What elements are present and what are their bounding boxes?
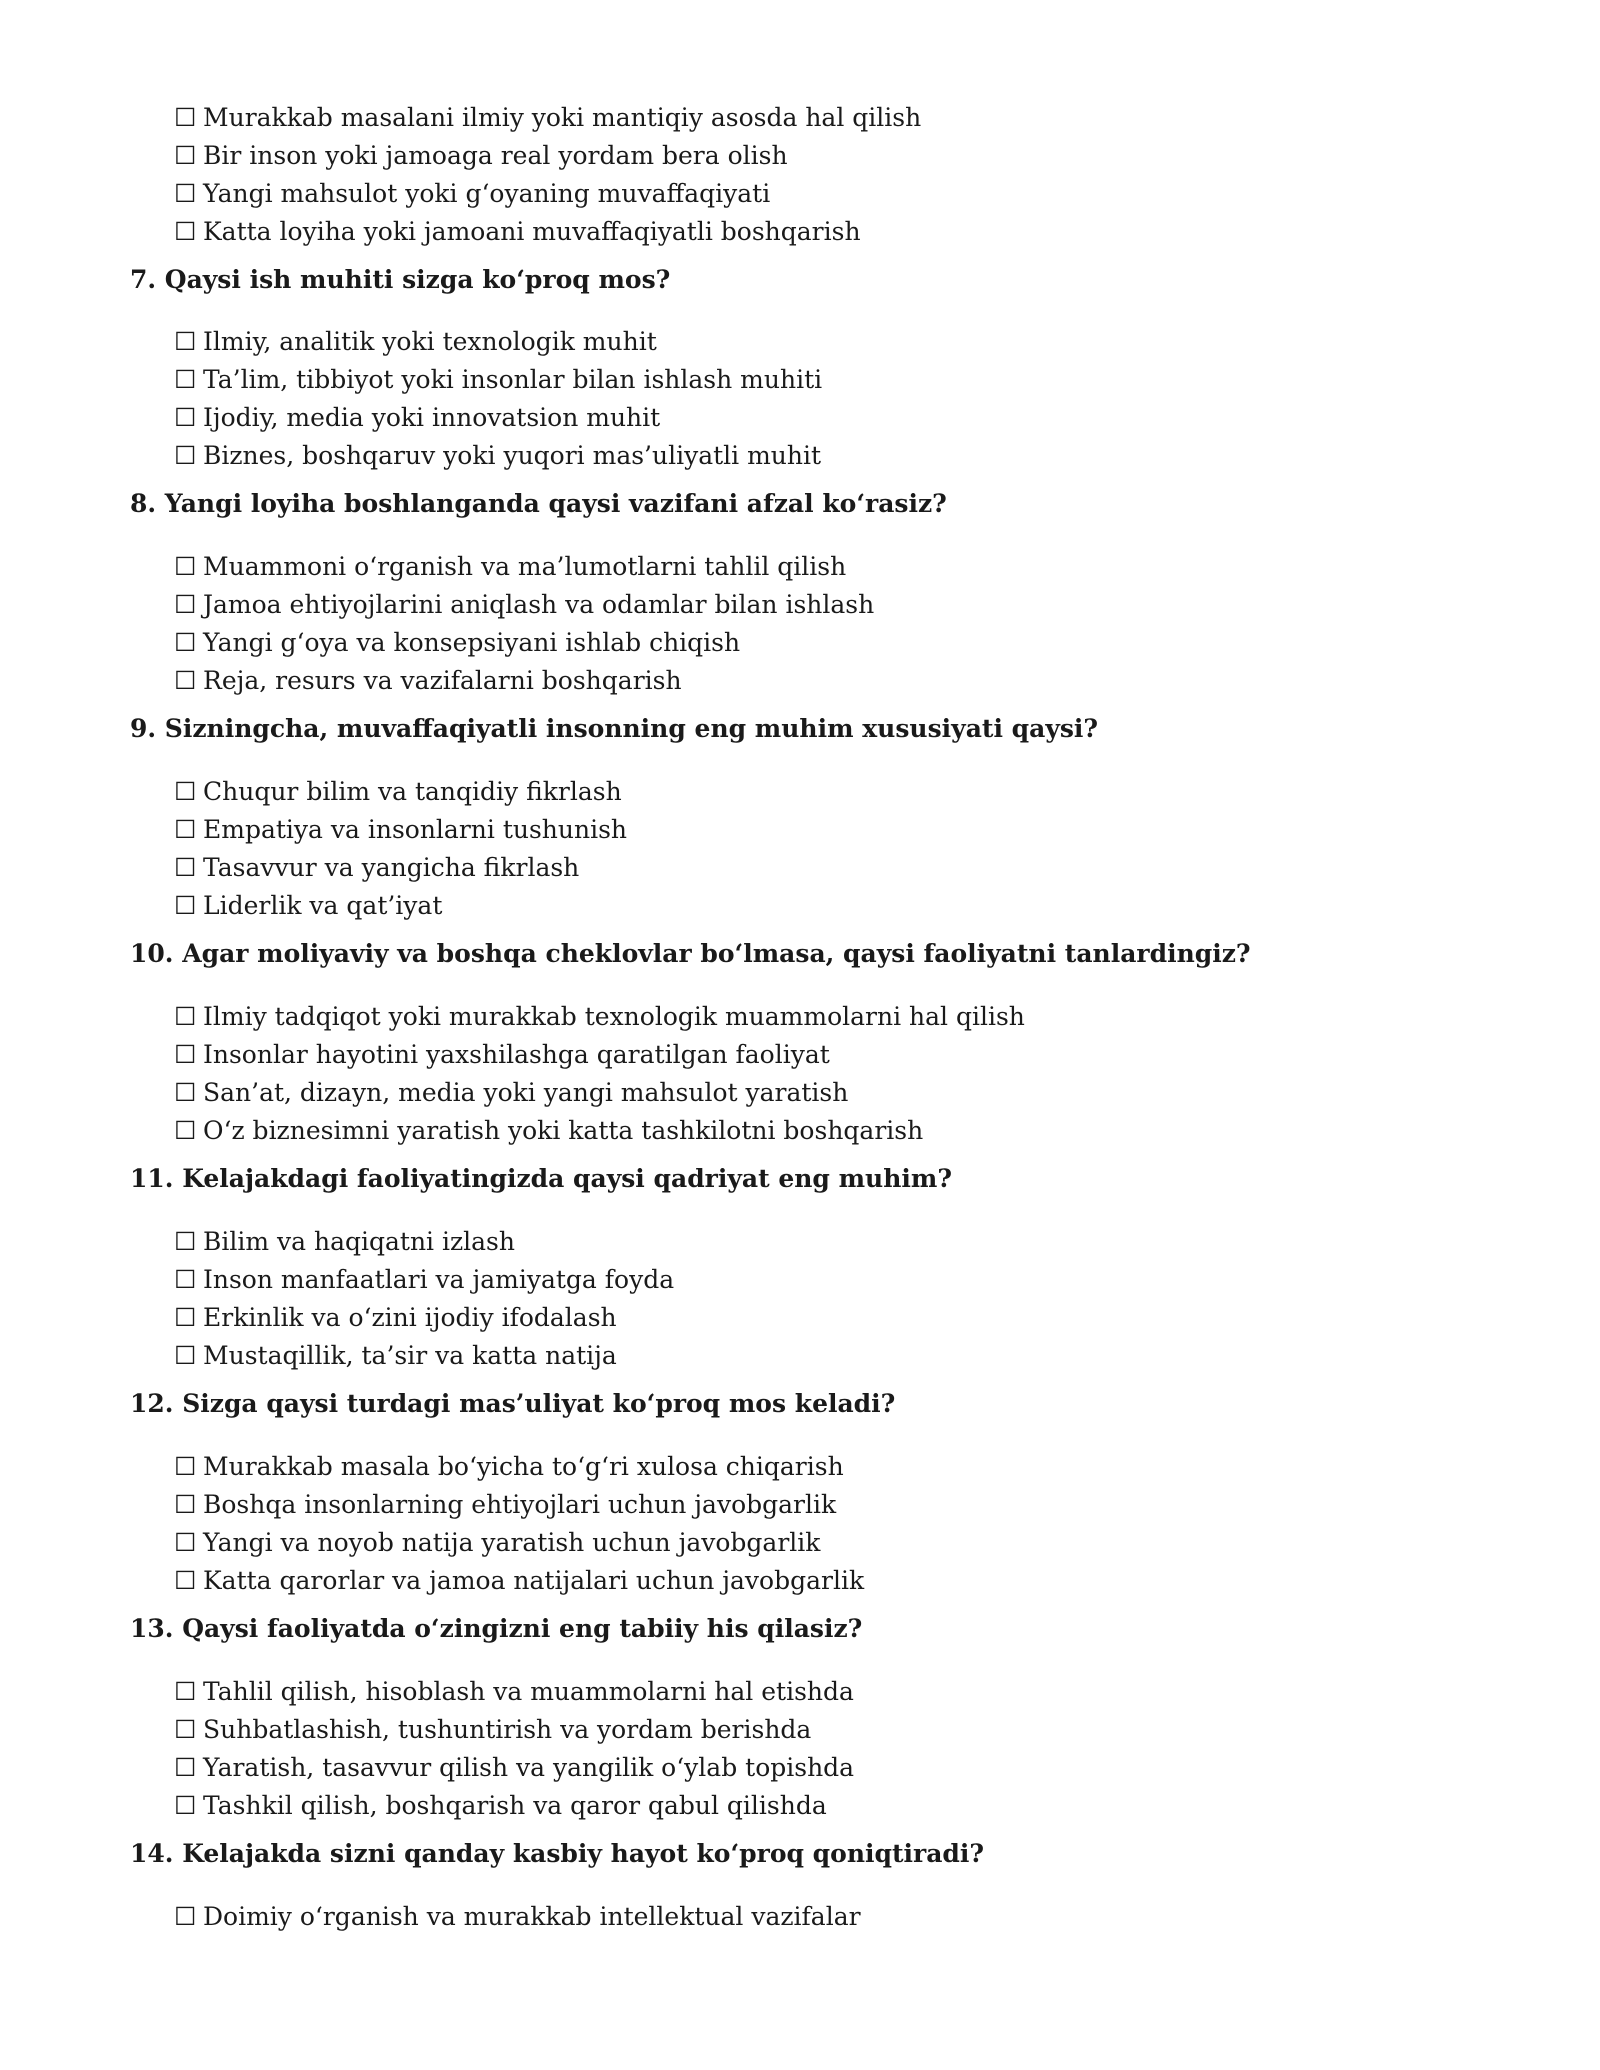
question-12-title: 12. Sizga qaysi turdagi mas’uliyat ko‘proq mos keladi? (130, 1389, 896, 1418)
option-checkbox[interactable] (174, 1038, 830, 1072)
checkbox-icon[interactable]: ☐ (174, 891, 197, 920)
option-label: Empatiya va insonlarni tushunish (203, 815, 628, 844)
option-checkbox[interactable] (174, 177, 770, 211)
checkbox-icon[interactable]: ☐ (174, 1677, 197, 1706)
option-label: Yangi g‘oya va konsepsiyani ishlab chiqish (203, 628, 741, 657)
checkbox-icon[interactable]: ☐ (174, 666, 197, 695)
checkbox-icon[interactable]: ☐ (174, 1265, 197, 1294)
option-label: Suhbatlashish, tushuntirish va yordam berishda (203, 1715, 812, 1744)
option-checkbox[interactable] (174, 363, 822, 397)
option-checkbox[interactable] (174, 1526, 820, 1560)
question-9-title: 9. Sizningcha, muvaffaqiyatli insonning eng muhim xususiyati qaysi? (130, 714, 1099, 743)
option-label: Ijodiy, media yoki innovatsion muhit (203, 403, 661, 432)
question-8-title: 8. Yangi loyiha boshlanganda qaysi vazifani afzal ko‘rasiz? (130, 489, 947, 518)
option-label: Insonlar hayotini yaxshilashga qaratilgan faoliyat (203, 1040, 830, 1069)
option-checkbox[interactable] (174, 215, 861, 249)
checkbox-icon[interactable]: ☐ (174, 1791, 197, 1820)
option-checkbox[interactable] (174, 1789, 827, 1823)
option-label: Tashkil qilish, boshqarish va qaror qabul qilishda (203, 1791, 827, 1820)
checkbox-icon[interactable]: ☐ (174, 1040, 197, 1069)
checkbox-icon[interactable]: ☐ (174, 1452, 197, 1481)
option-checkbox[interactable] (174, 1000, 1025, 1034)
option-checkbox[interactable] (174, 588, 874, 622)
checkbox-icon[interactable]: ☐ (174, 1566, 197, 1595)
option-label: Boshqa insonlarning ehtiyojlari uchun javobgarlik (203, 1490, 837, 1519)
checkbox-icon[interactable]: ☐ (174, 590, 197, 619)
option-checkbox[interactable] (174, 1076, 848, 1110)
checkbox-icon[interactable]: ☐ (174, 552, 197, 581)
checkbox-icon[interactable]: ☐ (174, 1303, 197, 1332)
option-checkbox[interactable] (174, 139, 788, 173)
option-checkbox[interactable] (174, 439, 821, 473)
checkbox-icon[interactable]: ☐ (174, 103, 197, 132)
option-label: Doimiy o‘rganish va murakkab intellektual vazifalar (203, 1902, 861, 1931)
option-label: Bir inson yoki jamoaga real yordam bera olish (203, 141, 788, 170)
option-checkbox[interactable] (174, 851, 579, 885)
checkbox-icon[interactable]: ☐ (174, 777, 197, 806)
option-label: Yangi va noyob natija yaratish uchun javobgarlik (203, 1528, 821, 1557)
option-label: Katta loyiha yoki jamoani muvaffaqiyatli boshqarish (203, 217, 861, 246)
option-label: Ilmiy tadqiqot yoki murakkab texnologik muammolarni hal qilish (203, 1002, 1025, 1031)
option-checkbox[interactable] (174, 1263, 674, 1297)
checkbox-icon[interactable]: ☐ (174, 1902, 197, 1931)
question-13-title: 13. Qaysi faoliyatda o‘zingizni eng tabiiy his qilasiz? (130, 1614, 863, 1643)
option-label: Biznes, boshqaruv yoki yuqori mas’uliyatli muhit (203, 441, 822, 470)
option-checkbox[interactable] (174, 1488, 836, 1522)
option-checkbox[interactable] (174, 550, 846, 584)
option-checkbox[interactable] (174, 626, 740, 660)
option-label: San’at, dizayn, media yoki yangi mahsulot yaratish (203, 1078, 849, 1107)
option-checkbox[interactable] (174, 1900, 861, 1934)
option-checkbox[interactable] (174, 664, 682, 698)
option-label: Reja, resurs va vazifalarni boshqarish (203, 666, 682, 695)
checkbox-icon[interactable]: ☐ (174, 403, 197, 432)
checkbox-icon[interactable]: ☐ (174, 1002, 197, 1031)
checkbox-icon[interactable]: ☐ (174, 1715, 197, 1744)
option-label: Yaratish, tasavvur qilish va yangilik o‘ylab topishda (203, 1753, 855, 1782)
checkbox-icon[interactable]: ☐ (174, 141, 197, 170)
checkbox-icon[interactable]: ☐ (174, 853, 197, 882)
checkbox-icon[interactable]: ☐ (174, 628, 197, 657)
option-checkbox[interactable] (174, 1339, 617, 1373)
option-checkbox[interactable] (174, 101, 921, 135)
option-label: Chuqur bilim va tanqidiy fikrlash (203, 777, 622, 806)
option-checkbox[interactable] (174, 813, 627, 847)
option-checkbox[interactable] (174, 1450, 844, 1484)
option-checkbox[interactable] (174, 1225, 515, 1259)
checkbox-icon[interactable]: ☐ (174, 1078, 197, 1107)
option-label: Yangi mahsulot yoki g‘oyaning muvaffaqiyati (203, 179, 771, 208)
option-label: Ilmiy, analitik yoki texnologik muhit (203, 327, 657, 356)
question-7-title: 7. Qaysi ish muhiti sizga ko‘proq mos? (130, 265, 671, 294)
checkbox-icon[interactable]: ☐ (174, 1528, 197, 1557)
option-label: Muammoni o‘rganish va ma’lumotlarni tahlil qilish (203, 552, 847, 581)
option-label: Bilim va haqiqatni izlash (203, 1227, 515, 1256)
option-label: O‘z biznesimni yaratish yoki katta tashkilotni boshqarish (203, 1116, 924, 1145)
option-checkbox[interactable] (174, 325, 657, 359)
option-label: Murakkab masala bo‘yicha to‘g‘ri xulosa chiqarish (203, 1452, 844, 1481)
option-label: Inson manfaatlari va jamiyatga foyda (203, 1265, 675, 1294)
question-14-title: 14. Kelajakda sizni qanday kasbiy hayot ko‘proq qoniqtiradi? (130, 1839, 985, 1868)
option-checkbox[interactable] (174, 775, 622, 809)
checkbox-icon[interactable]: ☐ (174, 327, 197, 356)
option-checkbox[interactable] (174, 1114, 923, 1148)
checkbox-icon[interactable]: ☐ (174, 441, 197, 470)
question-10-title: 10. Agar moliyaviy va boshqa cheklovlar bo‘lmasa, qaysi faoliyatni tanlardingiz? (130, 939, 1251, 968)
checkbox-icon[interactable]: ☐ (174, 1116, 197, 1145)
option-checkbox[interactable] (174, 1675, 854, 1709)
checkbox-icon[interactable]: ☐ (174, 815, 197, 844)
option-checkbox[interactable] (174, 889, 442, 923)
checkbox-icon[interactable]: ☐ (174, 217, 197, 246)
checkbox-icon[interactable]: ☐ (174, 1227, 197, 1256)
option-checkbox[interactable] (174, 1564, 864, 1598)
option-label: Tasavvur va yangicha fikrlash (203, 853, 580, 882)
option-checkbox[interactable] (174, 1301, 617, 1335)
checkbox-icon[interactable]: ☐ (174, 365, 197, 394)
option-label: Ta’lim, tibbiyot yoki insonlar bilan ishlash muhiti (203, 365, 823, 394)
option-label: Jamoa ehtiyojlarini aniqlash va odamlar bilan ishlash (203, 590, 875, 619)
option-checkbox[interactable] (174, 1713, 811, 1747)
option-label: Erkinlik va o‘zini ijodiy ifodalash (203, 1303, 617, 1332)
question-11-title: 11. Kelajakdagi faoliyatingizda qaysi qadriyat eng muhim? (130, 1164, 952, 1193)
option-label: Katta qarorlar va jamoa natijalari uchun javobgarlik (203, 1566, 865, 1595)
checkbox-icon[interactable]: ☐ (174, 179, 197, 208)
checkbox-icon[interactable]: ☐ (174, 1753, 197, 1782)
option-label: Murakkab masalani ilmiy yoki mantiqiy asosda hal qilish (203, 103, 922, 132)
option-label: Tahlil qilish, hisoblash va muammolarni hal etishda (203, 1677, 854, 1706)
option-label: Liderlik va qat’iyat (203, 891, 443, 920)
option-checkbox[interactable] (174, 401, 660, 435)
checkbox-icon[interactable]: ☐ (174, 1490, 197, 1519)
option-label: Mustaqillik, ta’sir va katta natija (203, 1341, 617, 1370)
checkbox-icon[interactable]: ☐ (174, 1341, 197, 1370)
option-checkbox[interactable] (174, 1751, 854, 1785)
